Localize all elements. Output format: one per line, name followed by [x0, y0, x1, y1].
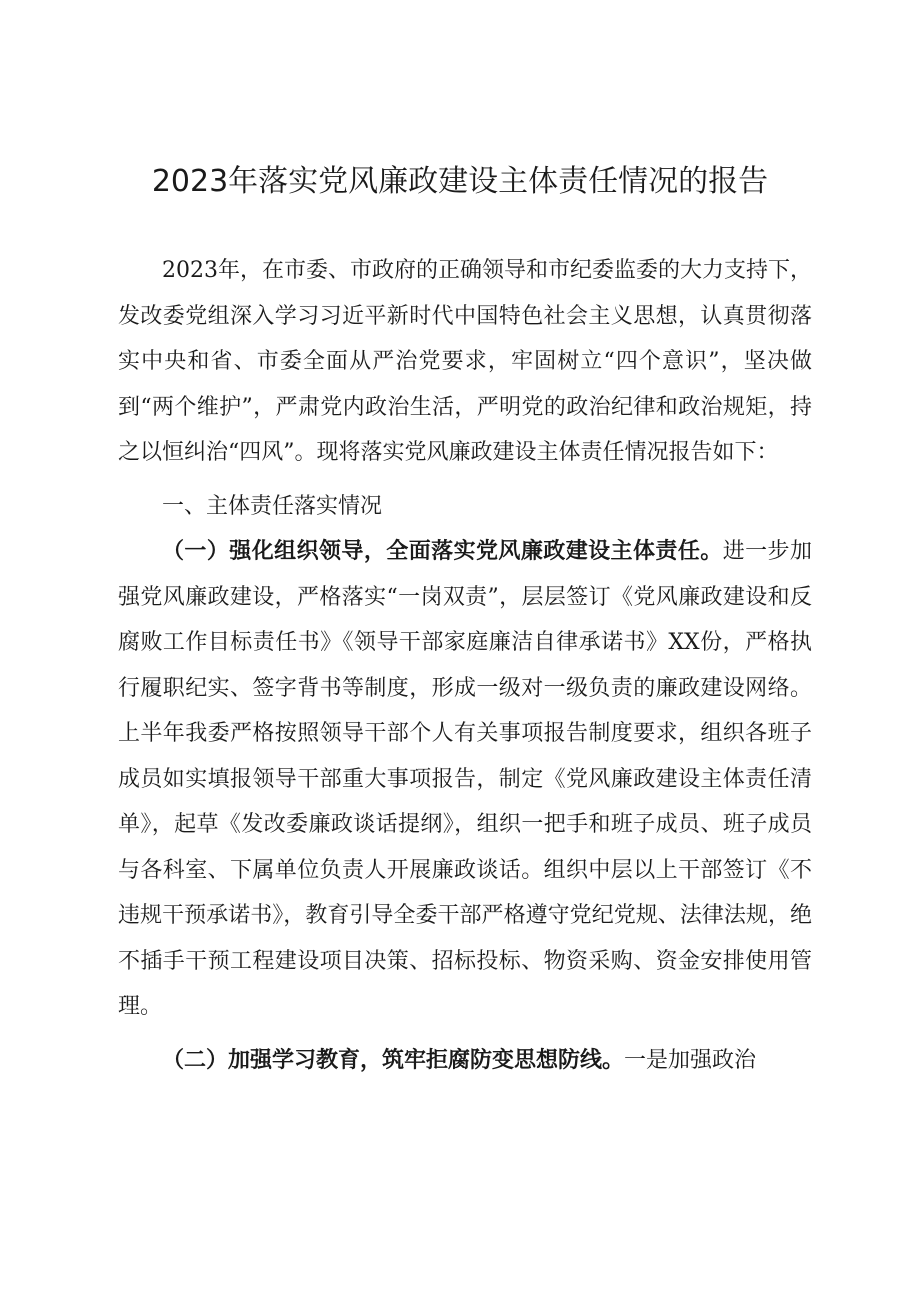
section-heading-1: 一、主体责任落实情况	[162, 493, 383, 519]
subsection-2-body: 一是加强政治	[624, 1047, 757, 1073]
subsection-2-paragraph	[118, 1038, 812, 1084]
subsection-1-body: 进一步加强党风廉政建设，严格落实“一岗双责”，层层签订《党风廉政建设和反腐败工作目标责任书》《领导干部家庭廉洁自律承诺书》XX份，严格执行履职纪实、签字背书等制度，形成一级对一级负责的廉政建设网络。上半年我委严格按照领导干部个人有关事项报告制度要求，组织各班子成员如实填报领导干部重大事项报告，制定《党风廉政建设主体责任清单》，起草《发改委廉政谈话提纲》，组织一把手和班子成员、班子成员与各科室、下属单位负责人开展廉政谈话。组织中层以上干部签订《不违规干预承诺书》，教育引导全委干部严格遵守党纪党规、法律法规，绝不插手干预工程建设项目决策、招标投标、物资采购、资金安排使用管理。	[118, 539, 812, 1019]
document-title: 2023年落实党风廉政建设主体责任情况的报告	[151, 164, 769, 199]
document-body	[118, 248, 812, 1083]
intro-paragraph: 2023年，在市委、市政府的正确领导和市纪委监委的大力支持下，发改委党组深入学习习近平新时代中国特色社会主义思想，认真贯彻落实中央和省、市委全面从严治党要求，牢固树立“四个意识”，坚决做到“两个维护”，严肃党内政治生活，严明党的政治纪律和政治规矩，持之以恒纠治“四风”。现将落实党风廉政建设主体责任情况报告如下：	[118, 258, 812, 465]
subsection-1-paragraph	[118, 529, 812, 1030]
subsection-2-heading: （二）加强学习教育，筑牢拒腐防变思想防线。	[162, 1046, 625, 1073]
subsection-1-heading: （一）强化组织领导，全面落实党风廉政建设主体责任。	[162, 538, 723, 564]
